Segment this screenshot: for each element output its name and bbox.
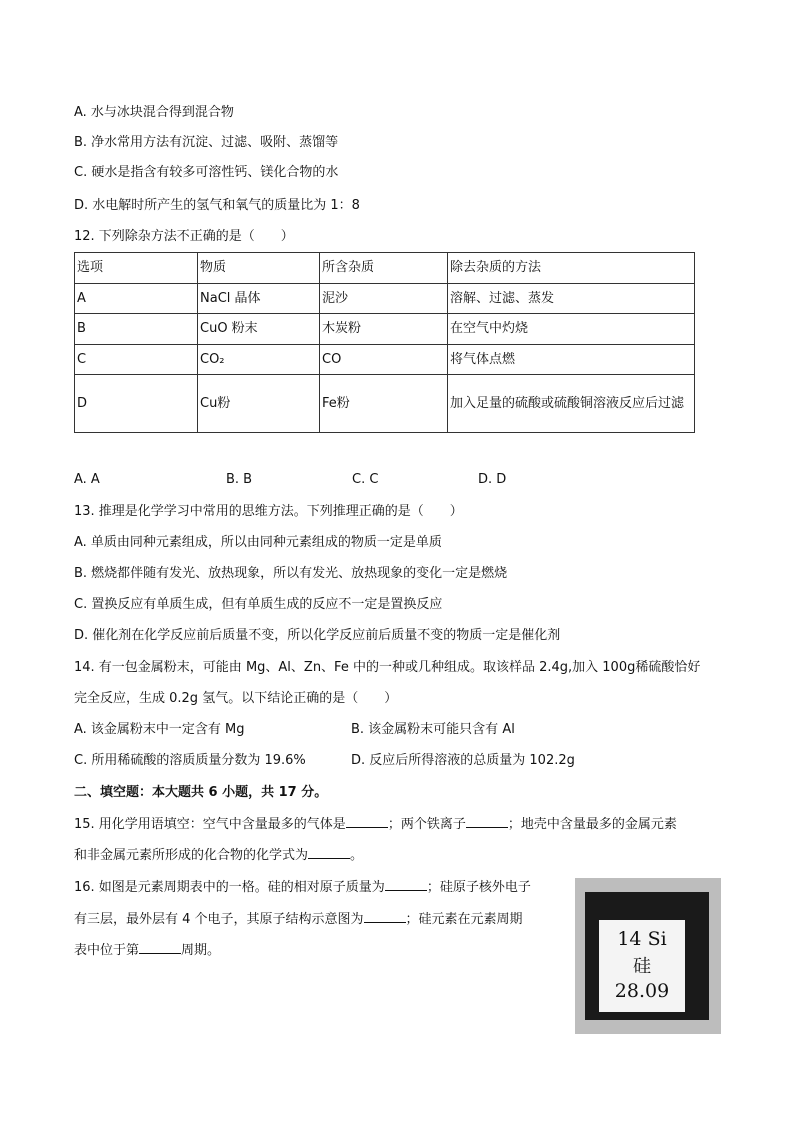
table-row [75, 375, 695, 433]
table-row [75, 345, 695, 375]
answer-blank[interactable] [466, 815, 508, 828]
element-number: 14 [617, 928, 642, 950]
q11-option-b: B. 净水常用方法有沉淀、过滤、吸附、蒸馏等 [74, 135, 339, 150]
q16-text: 周期。 [181, 943, 221, 958]
q12-table [74, 252, 695, 433]
table-cell: Cu粉 [198, 375, 320, 433]
q14-option-a: A. 该金属粉末中一定含有 Mg [74, 722, 245, 737]
element-mass: 28.09 [614, 980, 670, 1002]
element-number-symbol [599, 928, 685, 950]
q14-stem-line2: 完全反应，生成 0.2g 氢气。以下结论正确的是（ ） [74, 691, 398, 706]
q15-text: 和非金属元素所形成的化合物的化学式为 [74, 848, 309, 863]
table-cell: 木炭粉 [320, 314, 448, 345]
q12-option-b: B. B [226, 472, 253, 487]
q12-stem: 12. 下列除杂方法不正确的是（ ） [74, 229, 294, 244]
q13-option-b: B. 燃烧都伴随有发光、放热现象，所以有发光、放热现象的变化一定是燃烧 [74, 566, 508, 581]
q15-text: 。 [350, 848, 364, 863]
periodic-table-cell-image [575, 878, 721, 1034]
table-row [75, 284, 695, 314]
answer-blank[interactable] [364, 910, 406, 923]
table-cell: Fe粉 [320, 375, 448, 433]
table-cell: C [75, 345, 198, 375]
q11-option-d: D. 水电解时所产生的氢气和氧气的质量比为 1：8 [74, 198, 360, 213]
q14-stem-line1: 14. 有一包金属粉末，可能由 Mg、Al、Zn、Fe 中的一种或几种组成。取该样品 2.4g,加入 100g稀硫酸恰好 [74, 660, 701, 675]
section-title: 二、填空题：本大题共 6 小题，共 17 分。 [74, 785, 328, 800]
table-cell: 在空气中灼烧 [448, 314, 695, 345]
q11-option-c: C. 硬水是指含有较多可溶性钙、镁化合物的水 [74, 165, 339, 180]
q16-text: ；硅元素在元素周期 [405, 912, 523, 927]
table-header-cell: 除去杂质的方法 [448, 253, 695, 284]
q16-line1 [74, 878, 531, 897]
table-cell: B [75, 314, 198, 345]
q13-option-c: C. 置换反应有单质生成，但有单质生成的反应不一定是置换反应 [74, 597, 443, 612]
q15-text: ；两个铁离子 [387, 817, 466, 832]
q16-text: 有三层，最外层有 4 个电子，其原子结构示意图为 [74, 912, 364, 927]
table-cell: 加入足量的硫酸或硫酸铜溶液反应后过滤 [448, 375, 695, 433]
element-symbol: Si [647, 928, 667, 950]
table-cell: NaCl 晶体 [198, 284, 320, 314]
answer-blank[interactable] [308, 846, 350, 859]
table-header-cell: 物质 [198, 253, 320, 284]
q12-option-c: C. C [352, 472, 379, 487]
q14-option-b: B. 该金属粉末可能只含有 Al [351, 722, 515, 737]
table-cell: 泥沙 [320, 284, 448, 314]
table-cell: CO [320, 345, 448, 375]
periodic-table-cell-face [599, 920, 685, 1012]
q15-line1 [74, 815, 677, 834]
q13-option-d: D. 催化剂在化学反应前后质量不变，所以化学反应前后质量不变的物质一定是催化剂 [74, 628, 561, 643]
table-cell: CuO 粉末 [198, 314, 320, 345]
q14-option-d: D. 反应后所得溶液的总质量为 102.2g [351, 753, 575, 768]
q12-option-d: D. D [478, 472, 507, 487]
answer-blank[interactable] [346, 815, 388, 828]
answer-blank[interactable] [385, 878, 427, 891]
q12-option-a: A. A [74, 472, 100, 487]
table-cell: D [75, 375, 198, 433]
table-cell: 将气体点燃 [448, 345, 695, 375]
table-header-cell: 所含杂质 [320, 253, 448, 284]
q16-text: 表中位于第 [74, 943, 140, 958]
table-cell: CO₂ [198, 345, 320, 375]
answer-blank[interactable] [139, 941, 181, 954]
periodic-table-cell-frame [585, 892, 709, 1020]
table-header-cell: 选项 [75, 253, 198, 284]
element-name: 硅 [633, 956, 651, 977]
table-row [75, 314, 695, 345]
q15-text: 15. 用化学用语填空：空气中含量最多的气体是 [74, 817, 346, 832]
q15-line2 [74, 846, 363, 865]
table-header-row [75, 253, 695, 284]
table-cell: A [75, 284, 198, 314]
q11-option-a: A. 水与冰块混合得到混合物 [74, 105, 234, 120]
q14-option-c: C. 所用稀硫酸的溶质质量分数为 19.6% [74, 753, 306, 768]
q16-line2 [74, 910, 523, 929]
q15-text: ；地壳中含量最多的金属元素 [507, 817, 677, 832]
q13-stem: 13. 推理是化学学习中常用的思维方法。下列推理正确的是（ ） [74, 504, 463, 519]
table-cell: 溶解、过滤、蒸发 [448, 284, 695, 314]
q16-text: ；硅原子核外电子 [426, 880, 531, 895]
q16-line3 [74, 941, 220, 960]
q13-option-a: A. 单质由同种元素组成，所以由同种元素组成的物质一定是单质 [74, 535, 442, 550]
q16-text: 16. 如图是元素周期表中的一格。硅的相对原子质量为 [74, 880, 385, 895]
